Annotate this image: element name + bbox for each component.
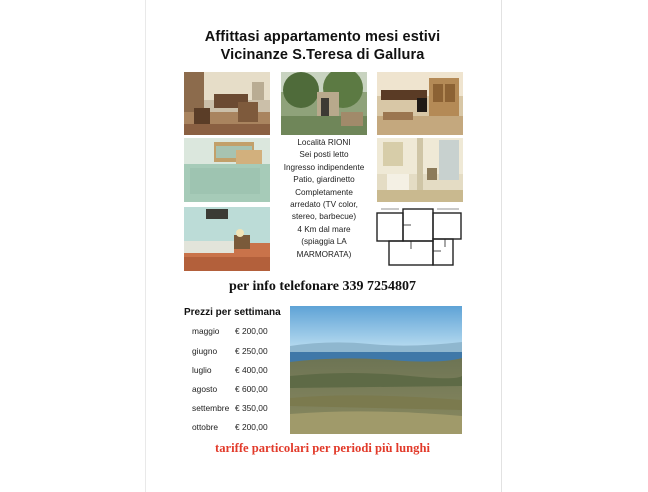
description-line: Sei posti letto [299,150,349,160]
bathroom-photo [377,138,463,202]
floor-plan [375,207,465,269]
bedroom-bunk-photo [184,138,270,202]
bedroom-bed-photo [184,207,270,271]
garden-patio-photo [281,72,367,135]
description-line: stereo, barbecue) [291,212,357,222]
prices-title: Prezzi per settimana [184,307,281,318]
description-line: Patio, giardinetto [293,175,355,185]
price-value: € 400,00 [235,365,268,375]
price-value: € 600,00 [235,384,268,394]
description-line: Completamente [295,187,353,197]
price-value: € 350,00 [235,403,268,413]
living-room-photo [184,72,270,135]
price-month: ottobre [192,422,219,432]
description-line: arredato (TV color, [290,200,358,210]
kitchen-photo [377,72,463,135]
description-line: Ingresso indipendente [283,162,365,172]
flyer-title: Affittasi appartamento mesi estivi [204,29,441,45]
description-line: MARMORATA) [296,249,352,259]
description-line: Località RIONI [297,138,351,147]
price-value: € 200,00 [235,422,268,432]
price-value: € 200,00 [235,326,268,336]
price-month: agosto [192,384,218,394]
price-value: € 250,00 [235,346,268,356]
description-line: (spiaggia LA [301,237,347,247]
price-month: luglio [192,365,212,375]
price-month: maggio [192,326,220,336]
price-month: settembre [192,403,230,413]
flyer-subtitle: Vicinanze S.Teresa di Gallura [220,47,425,63]
contact-phone: per info telefonare 339 7254807 [229,279,416,294]
price-month: giugno [192,346,218,356]
special-rates-note: tariffe particolari per periodi più lunghi [215,441,430,455]
description-line: 4 Km dal mare [297,224,351,234]
apartment-description [283,137,365,261]
landscape-photo [290,306,462,434]
